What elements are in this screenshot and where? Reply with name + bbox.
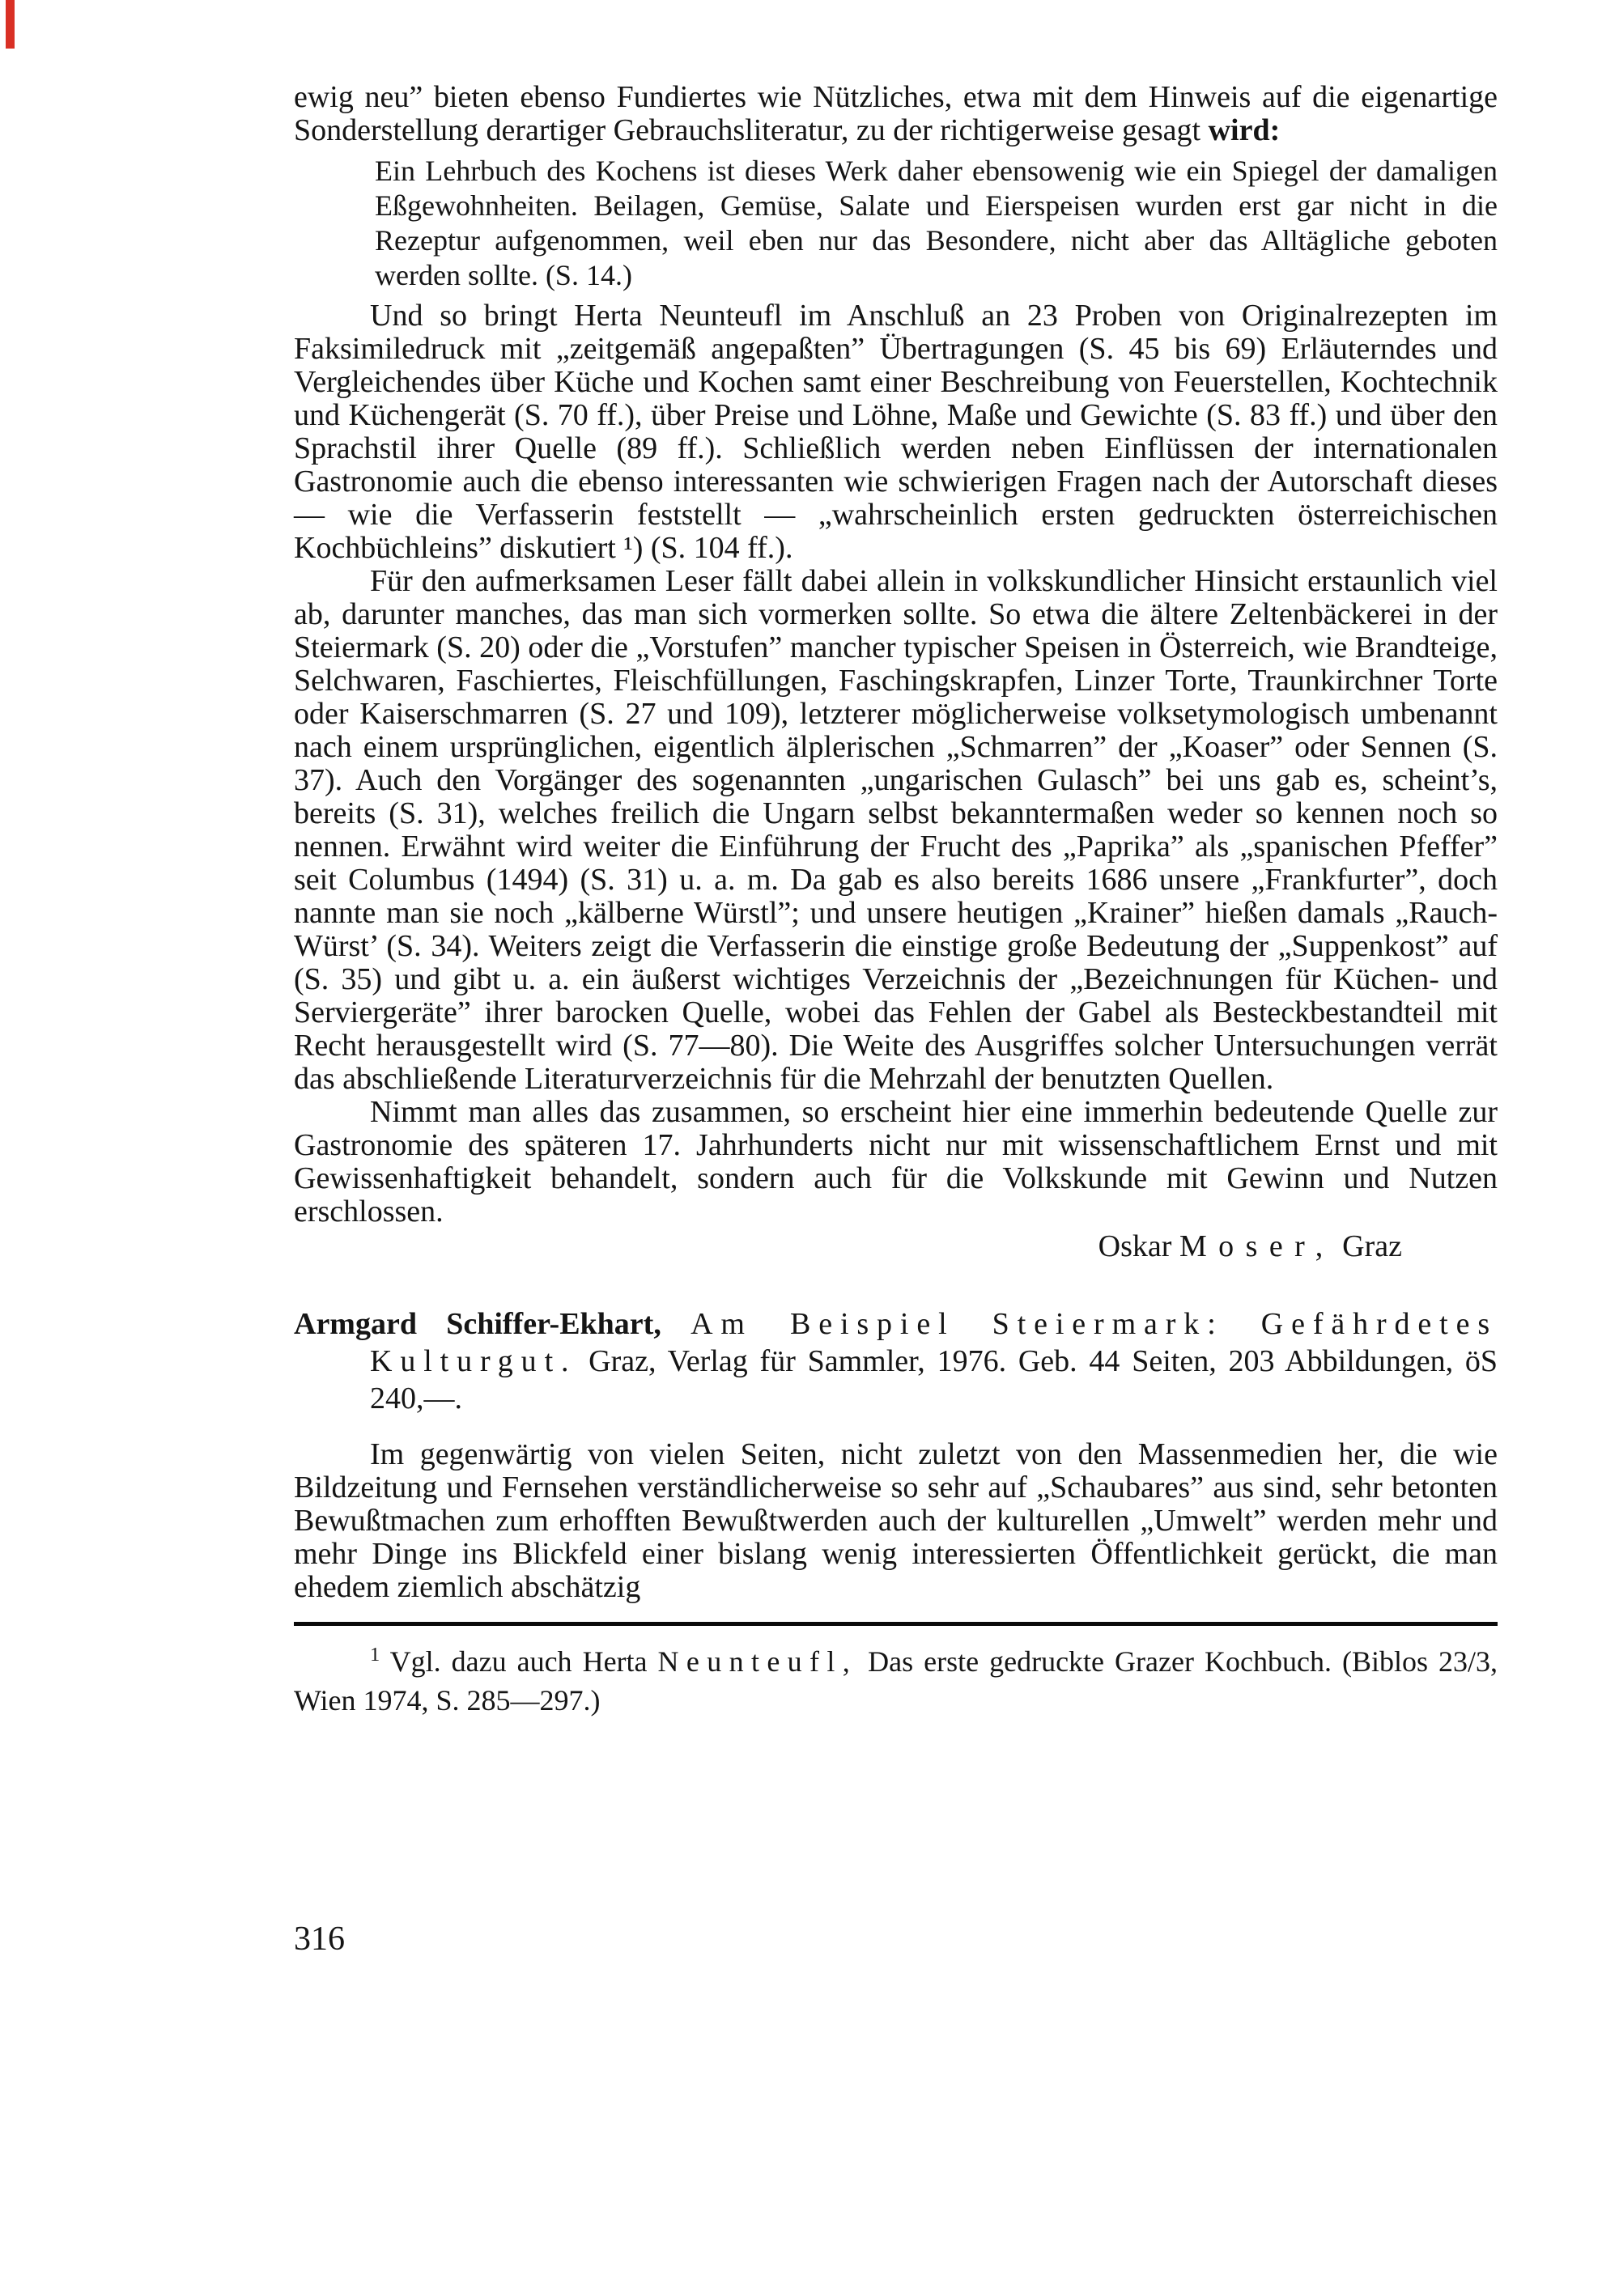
text-block: [294, 81, 1498, 1720]
footnote-section: [294, 1622, 1498, 1720]
paragraph-continuation: [294, 81, 1498, 147]
review-signature: [294, 1230, 1498, 1263]
red-scan-mark: [6, 0, 15, 49]
book-author: Armgard Schiffer-Ekhart,: [294, 1307, 691, 1341]
footnote-text-after-name: Das erste gedruckte Grazer Kochbuch. (Biblos 23/3, Wien 1974, S. 285—297.): [294, 1645, 1498, 1717]
footnote-marker: 1: [370, 1644, 380, 1666]
review-paragraph-4: Nimmt man alles das zusammen, so erscheint hier eine immerhin bedeutende Quelle zur Gastronomie des späteren 17. Jahrhunderts nicht nur mit wissenschaftlichem Ernst und mit Gewissenhaftigkeit behandelt, sondern auch für die Volkskunde mit Gewinn und Nutzen erschlossen.: [294, 1095, 1498, 1229]
review-paragraph-3: Für den aufmerksamen Leser fällt dabei allein in volkskundlicher Hinsicht erstaunlich viel ab, darunter manches, das man sich vormerken sollte. So etwa die ältere Zeltenbäckerei in der Steiermark (S. 20) oder die „Vorstufen” mancher typischer Speisen in Österreich, wie Brandteige, Selchwaren, Faschiertes, Fleischfüllungen, Faschingskrapfen, Linzer Torte, Traunkirchner Torte oder Kaiserschmarren (S. 27 und 109), letzterer möglicherweise volksetymologisch umbenannt nach einem ursprünglichen, eigentlich älplerischen „Schmarren” der „Koaser” oder Sennen (S. 37). Auch den Vorgänger des sogenannten „ungarischen Gulasch” bei uns gab es, scheint’s, bereits (S. 31), welches freilich die Ungarn selbst bekanntermaßen weder so kennen noch so nennen. Erwähnt wird weiter die Einführung der Frucht des „Paprika” als „spanischen Pfeffer” seit Columbus (1494) (S. 31) u. a. m. Da gab es also bereits 1686 unsere „Frankfurter”, doch nannte man sie noch „kälberne Würstl”; und unsere heutigen „Krainer” hießen damals „Rauch-Würst’ (S. 34). Weiters zeigt die Verfasserin die einstige große Bedeutung der „Suppenkost” auf (S. 35) und gibt u. a. ein äußerst wichtiges Verzeichnis der „Bezeichnungen für Küchen- und Serviergeräte” ihrer barocken Quelle, wobei das Fehlen der Gabel als Besteckbestandteil mit Recht herausgestellt wird (S. 77—80). Die Weite des Ausgriffes solcher Untersuchungen verrät das abschließende Literaturverzeichnis für die Mehrzahl der benutzten Quellen.: [294, 564, 1498, 1096]
paragraph-continuation-text: ewig neu” bieten ebenso Fundiertes wie Nützliches, etwa mit dem Hinweis auf die eigenartige Sonderstellung derartiger Gebrauchsliteratur, zu der richtigerweise gesagt: [294, 80, 1498, 147]
review-paragraph-2: Und so bringt Herta Neunteufl im Anschluß an 23 Proben von Originalrezepten im Faksimiledruck mit „zeitgemäß angepaßten” Übertragungen (S. 45 bis 69) Erläuterndes und Vergleichendes über Küche und Kochen samt einer Beschreibung von Feuerstellen, Kochtechnik und Küchengerät (S. 70 ff.), über Preise und Löhne, Maße und Gewichte (S. 83 ff.) und über den Sprachstil ihrer Quelle (89 ff.). Schließlich werden neben Einflüssen der internationalen Gastronomie auch die ebenso interessanten wie schwierigen Fragen nach der Autorschaft dieses — wie die Verfasserin feststellt — „wahrscheinlich ersten gedruckten österreichischen Kochbüchleins” diskutiert ¹) (S. 104 ff.).: [294, 299, 1498, 565]
review2-paragraph-1: Im gegenwärtig von vielen Seiten, nicht zuletzt von den Massenmedien her, die wie Bildzeitung und Fernsehen verständlicherweise so sehr auf „Schaubares” aus sind, sehr betonten Bewußtmachen zum erhofften Bewußtwerden auch der kulturellen „Umwelt” werden mehr und mehr Dinge ins Blickfeld einer bislang wenig interessierten Öffentlichkeit gerückt, die man ehedem ziemlich abschätzig: [294, 1437, 1498, 1604]
signature-first-name: Oskar: [1098, 1229, 1179, 1263]
paragraph-continuation-bold-word: wird:: [1208, 113, 1281, 147]
block-quote: Ein Lehrbuch des Kochens ist dieses Werk daher ebensowenig wie ein Spiegel der damaligen Eßgewohnheiten. Beilagen, Gemüse, Salate und Eierspeisen wurden erst gar nicht in die Rezeptur aufgenommen, weil eben nur das Besondere, nicht aber das Alltägliche geboten werden sollte. (S. 14.): [375, 155, 1498, 291]
book-review-heading: [294, 1305, 1498, 1417]
footnote-author-name: Neunteufl,: [657, 1645, 858, 1678]
book-title: Am Beispiel Steiermark: Gefährdetes Kulturgut.: [370, 1307, 1498, 1378]
footnote-text: [294, 1636, 1498, 1720]
book-imprint: Graz, Verlag für Sammler, 1976. Geb. 44 Seiten, 203 Abbildungen, öS 240,—.: [370, 1344, 1498, 1415]
footnote-text-before-name: Vgl. dazu auch Herta: [380, 1645, 658, 1678]
page-number: 316: [294, 1920, 345, 1958]
signature-place: Graz: [1334, 1229, 1402, 1263]
signature-last-name: Moser,: [1179, 1229, 1335, 1263]
